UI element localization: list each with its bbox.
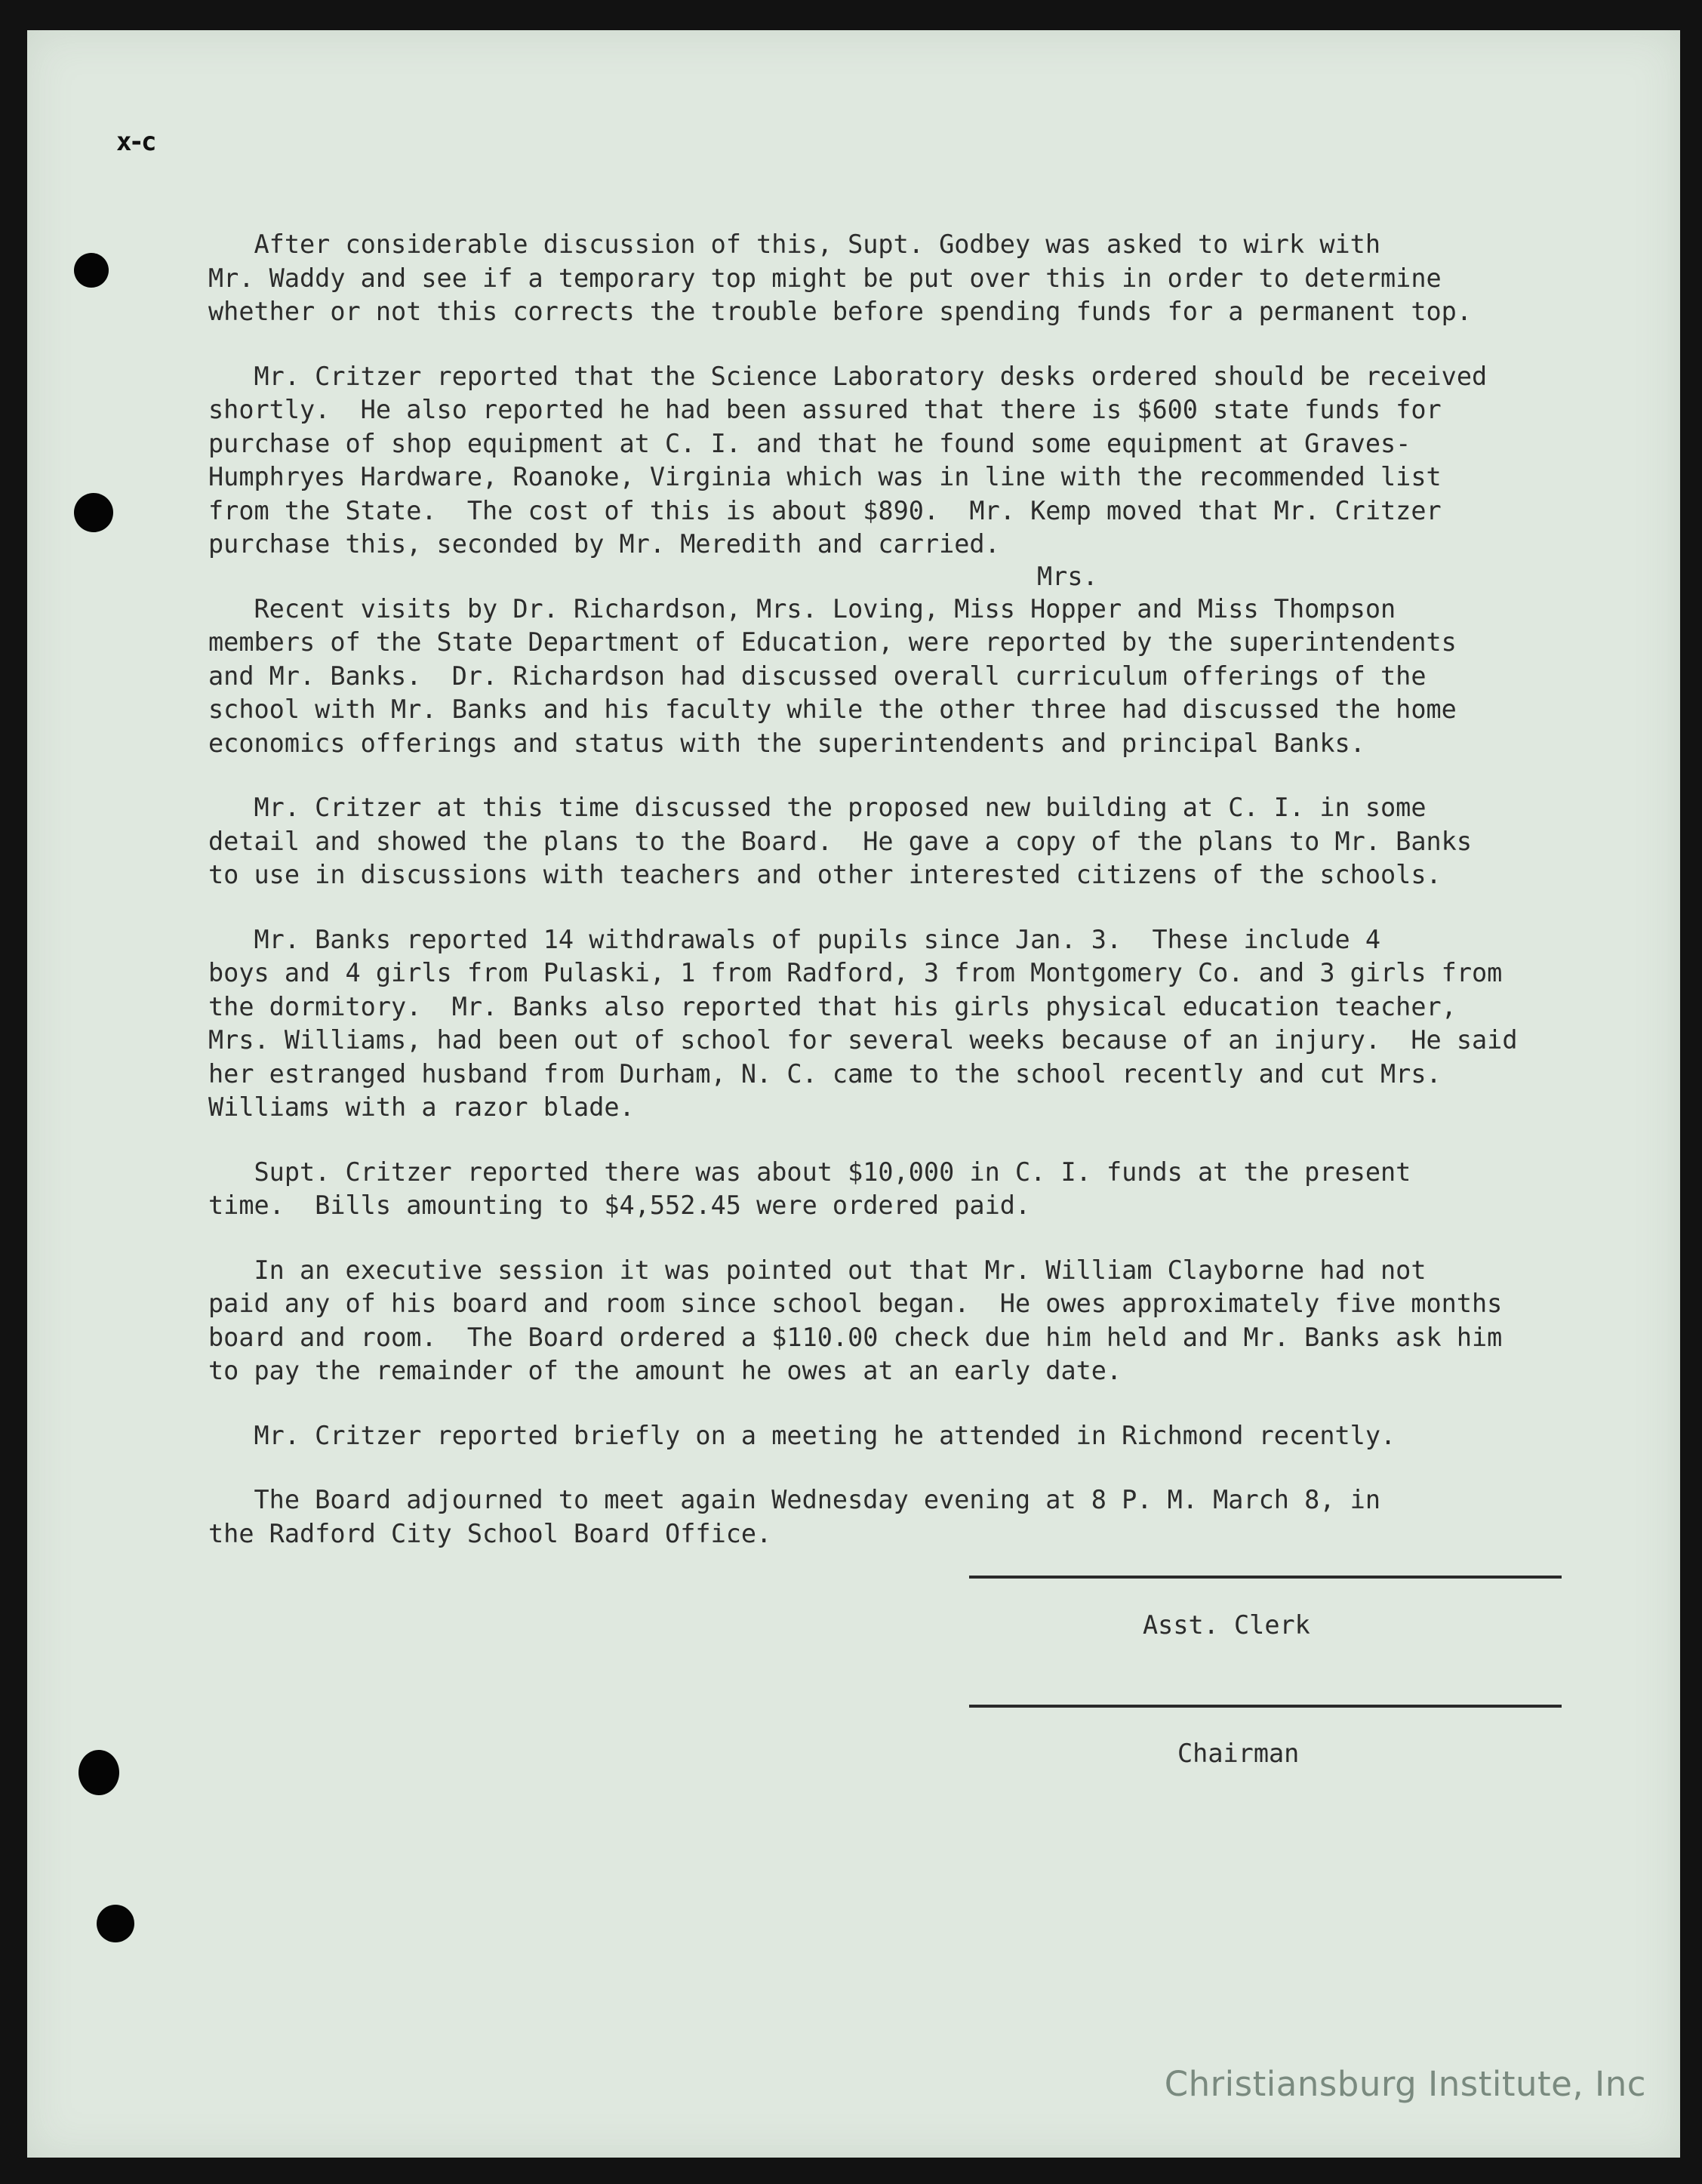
document-page xyxy=(27,30,1680,2158)
paragraph xyxy=(208,1156,1642,1223)
paragraph xyxy=(208,791,1642,892)
punch-hole xyxy=(74,253,109,288)
paragraph-line: whether or not this corrects the trouble before spending funds for a permanent top. xyxy=(208,297,1473,326)
paragraph-line: the Radford City School Board Office. xyxy=(208,1518,772,1548)
paragraph-line: purchase of shop equipment at C. I. and that he found some equipment at Graves- xyxy=(208,428,1411,458)
paragraph-line: Mr. Critzer at this time discussed the proposed new building at C. I. in some xyxy=(208,793,1427,822)
paragraph-line: the dormitory. Mr. Banks also reported that his girls physical education teacher, xyxy=(208,991,1457,1021)
punch-hole xyxy=(78,1750,119,1795)
paragraph-line: school with Mr. Banks and his faculty while the other three had discussed the home xyxy=(208,695,1457,724)
paragraph-line: to pay the remainder of the amount he owes at an early date. xyxy=(208,1356,1122,1385)
paragraph-line: board and room. The Board ordered a $110.00 check due him held and Mr. Banks ask him xyxy=(208,1322,1503,1352)
paragraph-line: paid any of his board and room since school began. He owes approximately five months xyxy=(208,1289,1503,1318)
paragraph-line: her estranged husband from Durham, N. C. came to the school recently and cut Mrs. xyxy=(208,1058,1442,1089)
paragraph-line: Recent visits by Dr. Richardson, Mrs. Loving, Miss Hopper and Miss Thompson xyxy=(208,593,1396,624)
paragraph-line: Mr. Critzer reported briefly on a meeting he attended in Richmond recently. xyxy=(208,1420,1396,1450)
paragraph-line: After considerable discussion of this, Supt. Godbey was asked to wirk with xyxy=(208,229,1380,259)
paragraph-line: Humphryes Hardware, Roanoke, Virginia which was in line with the recommended list xyxy=(208,462,1442,491)
paragraph xyxy=(208,1254,1642,1388)
paragraph-line: to use in discussions with teachers and other interested citizens of the schools. xyxy=(208,860,1442,889)
paragraph xyxy=(208,923,1642,1125)
corner-mark: x-c xyxy=(116,127,154,157)
paragraph-line: and Mr. Banks. Dr. Richardson had discussed overall curriculum offerings of the xyxy=(208,661,1427,691)
paragraph-line: from the State. The cost of this is about $890. Mr. Kemp moved that Mr. Critzer xyxy=(208,495,1442,525)
paragraph-line: economics offerings and status with the superintendents and principal Banks. xyxy=(208,728,1365,758)
paragraph-line: boys and 4 girls from Pulaski, 1 from Radford, 3 from Montgomery Co. and 3 girls from xyxy=(208,958,1503,987)
paragraph xyxy=(208,360,1642,562)
paragraph-line: The Board adjourned to meet again Wednesday evening at 8 P. M. March 8, in xyxy=(208,1485,1380,1514)
paragraph-line: Mr. Banks reported 14 withdrawals of pupils since Jan. 3. These include 4 xyxy=(208,924,1380,954)
handwritten-insert: Mrs. xyxy=(1037,562,1098,591)
paragraph-line: Mrs. Williams, had been out of school for several weeks because of an injury. He said xyxy=(208,1025,1518,1055)
paragraph-line: Williams with a razor blade. xyxy=(208,1092,635,1122)
paragraph-line: purchase this, seconded by Mr. Meredith and carried. xyxy=(208,529,1000,559)
paragraph-line: In an executive session it was pointed out that Mr. William Clayborne had not xyxy=(208,1255,1427,1285)
paragraph-line: members of the State Department of Education, were reported by the superintendents xyxy=(208,627,1457,657)
punch-hole xyxy=(97,1905,134,1942)
paragraph-line: shortly. He also reported he had been assured that there is $600 state funds for xyxy=(208,395,1442,424)
chairman-signature-line xyxy=(969,1705,1562,1708)
chairman-signature-label: Chairman xyxy=(1177,1739,1300,1768)
paragraph xyxy=(208,1483,1642,1551)
paragraph xyxy=(208,228,1642,329)
paragraph-line: time. Bills amounting to $4,552.45 were ordered paid. xyxy=(208,1191,1031,1220)
paragraph-line: Mr. Critzer reported that the Science Laboratory desks ordered should be received xyxy=(208,361,1488,391)
clerk-signature-label: Asst. Clerk xyxy=(1143,1610,1310,1640)
minutes-body xyxy=(208,228,1642,1582)
watermark: Christiansburg Institute, Inc xyxy=(1164,2064,1646,2104)
paragraph-line: Mr. Waddy and see if a temporary top might be put over this in order to determine xyxy=(208,263,1442,293)
clerk-signature-line xyxy=(969,1576,1562,1579)
paragraph xyxy=(208,1419,1642,1453)
punch-hole xyxy=(74,493,113,532)
paragraph-line: detail and showed the plans to the Board. He gave a copy of the plans to Mr. Banks xyxy=(208,826,1473,856)
paragraph-line: Supt. Critzer reported there was about $10,000 in C. I. funds at the present xyxy=(208,1157,1411,1187)
paragraph xyxy=(208,593,1642,761)
